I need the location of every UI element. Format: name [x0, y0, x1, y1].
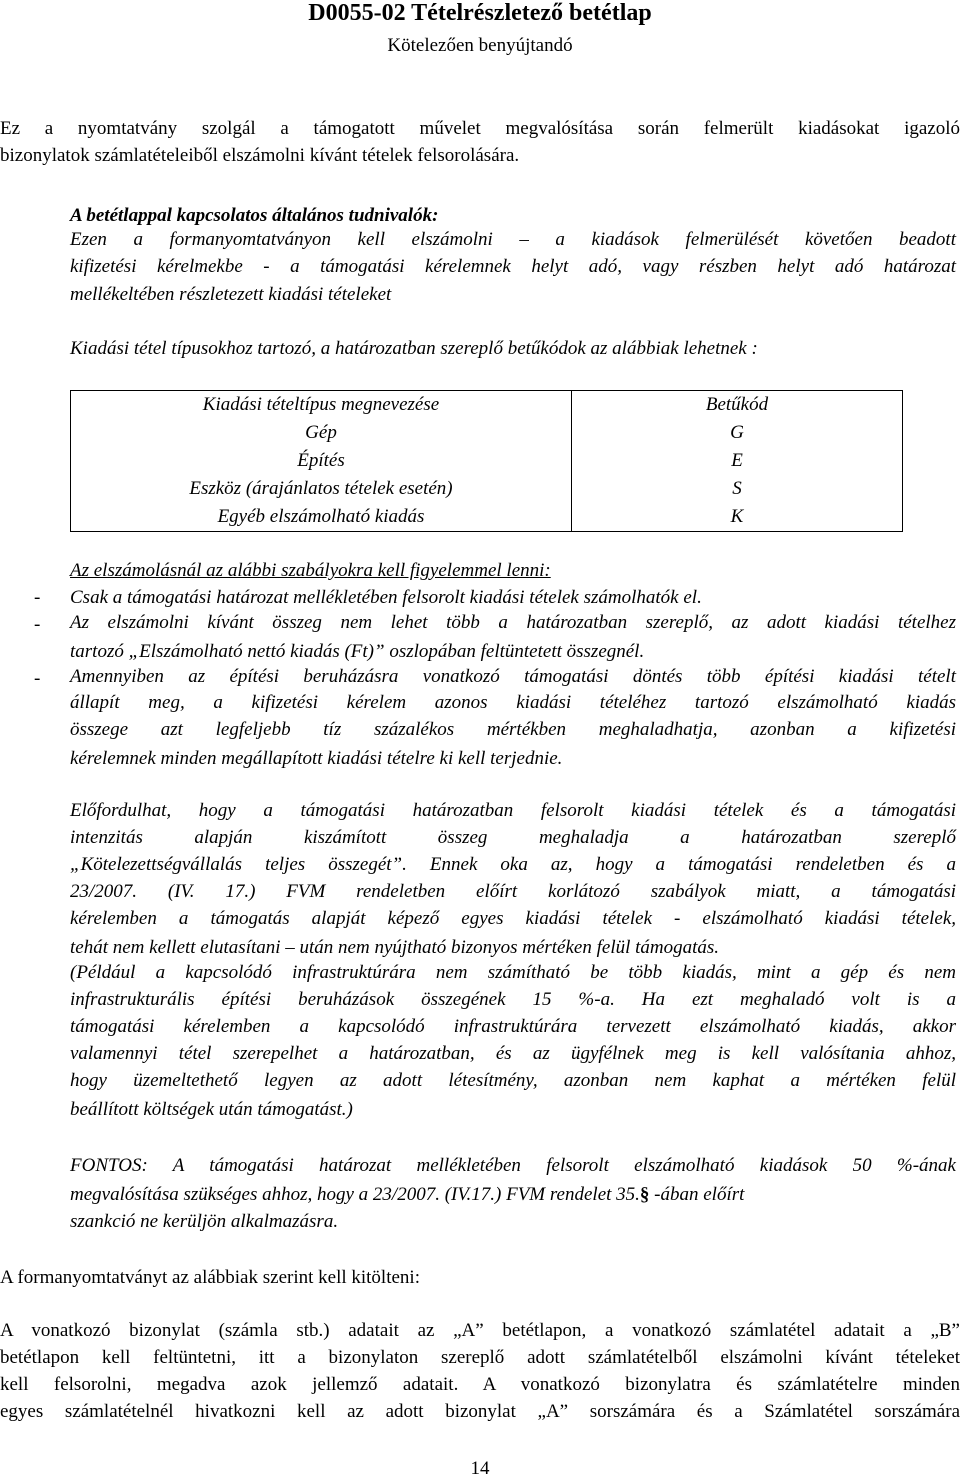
- code-cell: G: [572, 419, 903, 447]
- column-header-type: Kiadási tételtípus megnevezése: [71, 391, 572, 420]
- occurrence-line-12: beállított költségek után támogatást.): [70, 1099, 353, 1120]
- page-title: D0055-02 Tételrészletező betétlap: [308, 0, 652, 26]
- fill-line-4: egyes számlatételnél hivatkozni kell az adott bizonylat „A” sorszámára és a Számlatétel sorszámára: [0, 1401, 960, 1422]
- general-heading: A betétlappal kapcsolatos általános tudnivalók:: [70, 205, 439, 226]
- occurrence-line-9: támogatási kérelemben a kapcsolódó infrastruktúrára tervezett elszámolható kiadás, akkor: [70, 1016, 956, 1037]
- fill-line-3: kell felsorolni, megadva azok jellemző adatait. A vonatkozó bizonylatra és számlatételre minden: [0, 1374, 960, 1395]
- general-line-1: Ezen a formanyomtatványon kell elszámolni – a kiadások felmerülését követően beadott: [70, 229, 956, 250]
- general-line-3: mellékeltében részletezett kiadási tételeket: [70, 284, 392, 305]
- important-line-2-wrap: [70, 1182, 956, 1208]
- rule-3-line-4: kérelemnek minden megállapított kiadási tételre ki kell terjednie.: [70, 748, 563, 769]
- expense-codes-table: [70, 390, 903, 532]
- intro-line-2: bizonylatok számlatételeiből elszámolni kívánt tételek felsorolására.: [0, 145, 520, 166]
- rule-1: Csak a támogatási határozat mellékletében felsorolt kiadási tételek számolhatók el.: [70, 587, 702, 608]
- rule-2-line-2: tartozó „Elszámolható nettó kiadás (Ft)” oszlopában feltüntetett összegnél.: [70, 641, 645, 662]
- occurrence-line-10: valamennyi tétel szerepelhet a határozatban, és az ügyfélnek meg is kell valósítania ahhoz,: [70, 1043, 956, 1064]
- table-header-row: [71, 391, 903, 420]
- occurrence-line-11: hogy üzemeltethető legyen az adott létesítmény, azonban nem kaphat a mértéken felül: [70, 1070, 956, 1091]
- list-dash: -: [34, 668, 41, 689]
- general-line-2: kifizetési kérelmekbe - a támogatási kérelemnek helyt adó, vagy részben helyt adó határozat: [70, 256, 956, 277]
- type-cell: Egyéb elszámolható kiadás: [71, 503, 572, 532]
- important-line-3: szankció ne kerüljön alkalmazásra.: [70, 1211, 339, 1232]
- fill-line-1: A vonatkozó bizonylat (számla stb.) adatait az „A” betétlapon, a vonatkozó számlatétel adatait a „B”: [0, 1320, 960, 1341]
- code-cell: S: [572, 475, 903, 503]
- section-sign: §: [639, 1184, 650, 1205]
- table-row: [71, 419, 903, 447]
- column-header-code: Betűkód: [572, 391, 903, 420]
- rule-3-line-2: állapít meg, a kifizetési kérelem azonos kiadási tételéhez tartozó elszámolható kiadás: [70, 692, 956, 713]
- rule-2-line-1: Az elszámolni kívánt összeg nem lehet több a határozatban szereplő, az adott kiadási tételhez: [70, 612, 956, 633]
- type-cell: Gép: [71, 419, 572, 447]
- list-dash: -: [34, 614, 41, 635]
- occurrence-line-8: infrastrukturális építési beruházások összegének 15 %-a. Ha ezt meghaladó volt is a: [70, 989, 956, 1010]
- rule-3-line-3: összege azt legfeljebb tíz százalékos mértékben meghaladhatja, azonban a kifizetési: [70, 719, 956, 740]
- codes-intro: Kiadási tétel típusokhoz tartozó, a határozatban szereplő betűkódok az alábbiak lehetnek :: [70, 338, 758, 359]
- type-cell: Eszköz (árajánlatos tételek esetén): [71, 475, 572, 503]
- important-line-1: FONTOS: A támogatási határozat mellékletében felsorolt elszámolható kiadások 50 %-ának: [70, 1155, 956, 1176]
- rules-heading: Az elszámolásnál az alábbi szabályokra kell figyelemmel lenni:: [70, 560, 551, 581]
- code-cell: K: [572, 503, 903, 532]
- table-row: [71, 503, 903, 532]
- important-line-2-post: -ában előírt: [649, 1184, 745, 1205]
- table-row: [71, 447, 903, 475]
- important-line-2-pre: megvalósítása szükséges ahhoz, hogy a 23/2007. (IV.17.) FVM rendelet 35.: [70, 1184, 640, 1205]
- page-number: 14: [470, 1458, 490, 1479]
- occurrence-line-6: tehát nem kellett elutasítani – után nem nyújtható bizonyos mértéken felül támogatás.: [70, 937, 720, 958]
- occurrence-line-7: (Például a kapcsolódó infrastruktúrára nem számítható be több kiadás, mint a gép és nem: [70, 962, 956, 983]
- occurrence-line-4: 23/2007. (IV. 17.) FVM rendeletben előírt korlátozó szabályok miatt, a támogatási: [70, 881, 956, 902]
- occurrence-line-1: Előfordulhat, hogy a támogatási határozatban felsorolt kiadási tételek és a támogatási: [70, 800, 956, 821]
- table-row: [71, 475, 903, 503]
- occurrence-line-2: intenzitás alapján kiszámított összeg meghaladja a határozatban szereplő: [70, 827, 956, 848]
- page-subtitle: Kötelezően benyújtandó: [387, 35, 573, 56]
- occurrence-line-5: kérelemben a támogatás alapját képező egyes kiadási tételek - elszámolható kiadási tételek,: [70, 908, 956, 929]
- type-cell: Építés: [71, 447, 572, 475]
- list-dash: -: [34, 587, 41, 608]
- code-cell: E: [572, 447, 903, 475]
- fill-heading: A formanyomtatványt az alábbiak szerint kell kitölteni:: [0, 1267, 420, 1288]
- occurrence-line-3: „Kötelezettségvállalás teljes összegét”. Ennek oka az, hogy a támogatási rendeletben és a: [70, 854, 956, 875]
- fill-line-2: betétlapon kell feltüntetni, itt a bizonylaton szereplő adott számlatételből elszámolni kívánt tételeket: [0, 1347, 960, 1368]
- rule-3-line-1: Amennyiben az építési beruházásra vonatkozó támogatási döntés több építési kiadási tételt: [70, 666, 956, 687]
- intro-line-1: Ez a nyomtatvány szolgál a támogatott művelet megvalósítása során felmerült kiadásokat igazoló: [0, 118, 960, 139]
